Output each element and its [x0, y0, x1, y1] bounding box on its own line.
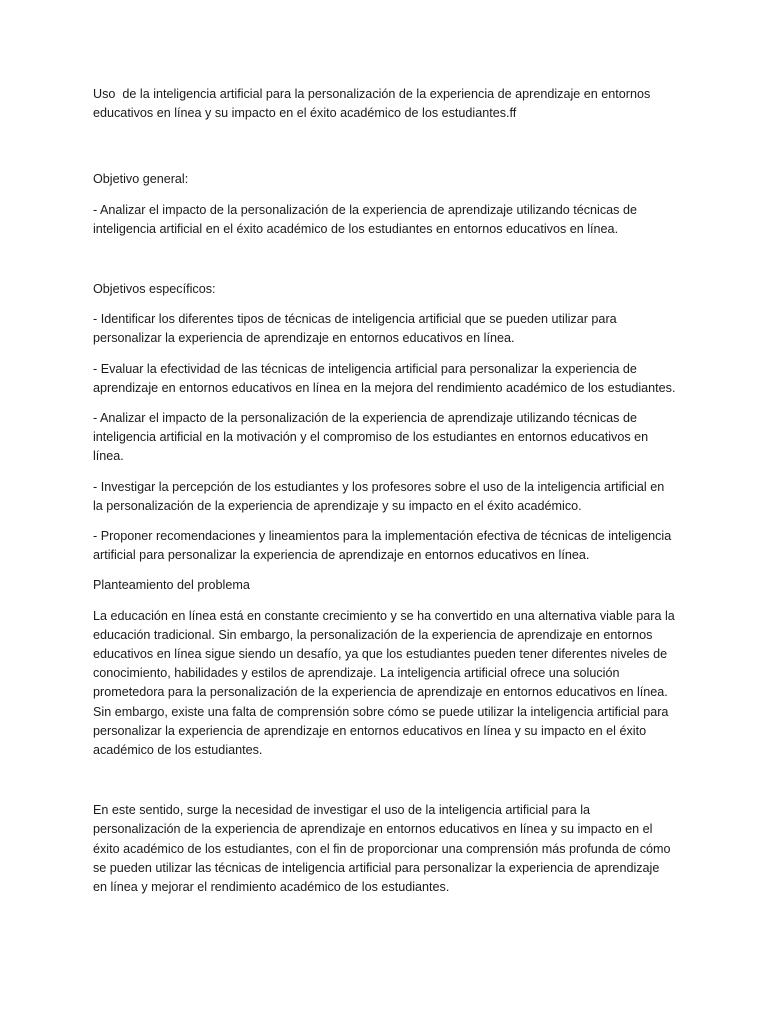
document-title: Uso de la inteligencia artificial para la personalización de la experiencia de aprendizaje en entornos educativos en línea y su impacto en el éxito académico de los estudiantes.ff: [93, 87, 654, 121]
planteamiento-paragraph-1: La educación en línea está en constante crecimiento y se ha convertido en una alternativa viable para la educación tradicional. Sin embargo, la personalización de la experiencia de aprendizaje en entornos educativos en línea sigue siendo un desafío, ya que los estudiantes pueden tener diferentes niveles de conocimiento, habilidades y estilos de aprendizaje. La inteligencia artificial ofrece una solución prometedora para la personalización de la experiencia de aprendizaje en entornos educativos en línea. Sin embargo, existe una falta de comprensión sobre cómo se puede utilizar la inteligencia artificial para personalizar la experiencia de aprendizaje en entornos educativos en línea y su impacto en el éxito académico de los estudiantes.: [93, 608, 679, 758]
objetivo-especifico-item: - Investigar la percepción de los estudiantes y los profesores sobre el uso de la inteligencia artificial en la personalización de la experiencia de aprendizaje y su impacto en el éxito académico.: [93, 479, 668, 513]
objetivo-especifico-item: - Evaluar la efectividad de las técnicas de inteligencia artificial para personalizar la experiencia de aprendizaje en entornos educativos en línea en la mejora del rendimiento académico de los estudiantes.: [93, 361, 676, 395]
objetivo-general-text: - Analizar el impacto de la personalización de la experiencia de aprendizaje utilizando técnicas de inteligencia artificial en el éxito académico de los estudiantes en entornos educativos en línea.: [93, 202, 641, 236]
objetivos-especificos-heading: Objetivos específicos:: [93, 282, 216, 297]
planteamiento-paragraph-2: En este sentido, surge la necesidad de investigar el uso de la inteligencia artificial para la personalización de la experiencia de aprendizaje en entornos educativos en línea y su impacto en el éxito académico de los estudiantes, con el fin de proporcionar una comprensión más profunda de cómo se pueden utilizar las técnicas de inteligencia artificial para personalizar la experiencia de aprendizaje en línea y mejorar el rendimiento académico de los estudiantes.: [93, 803, 675, 895]
objetivo-general-heading: Objetivo general:: [93, 172, 189, 187]
objetivo-especifico-item: - Proponer recomendaciones y lineamientos para la implementación efectiva de técnicas de inteligencia artificial para personalizar la experiencia de aprendizaje en entornos educativos en línea.: [93, 529, 675, 563]
planteamiento-heading: Planteamiento del problema: [93, 578, 250, 593]
objetivo-especifico-item: - Identificar los diferentes tipos de técnicas de inteligencia artificial que se pueden utilizar para personalizar la experiencia de aprendizaje en entornos educativos en línea.: [93, 312, 621, 346]
objetivo-especifico-item: - Analizar el impacto de la personalización de la experiencia de aprendizaje utilizando técnicas de inteligencia artificial en la motivación y el compromiso de los estudiantes en entornos educativos en línea.: [93, 411, 652, 464]
